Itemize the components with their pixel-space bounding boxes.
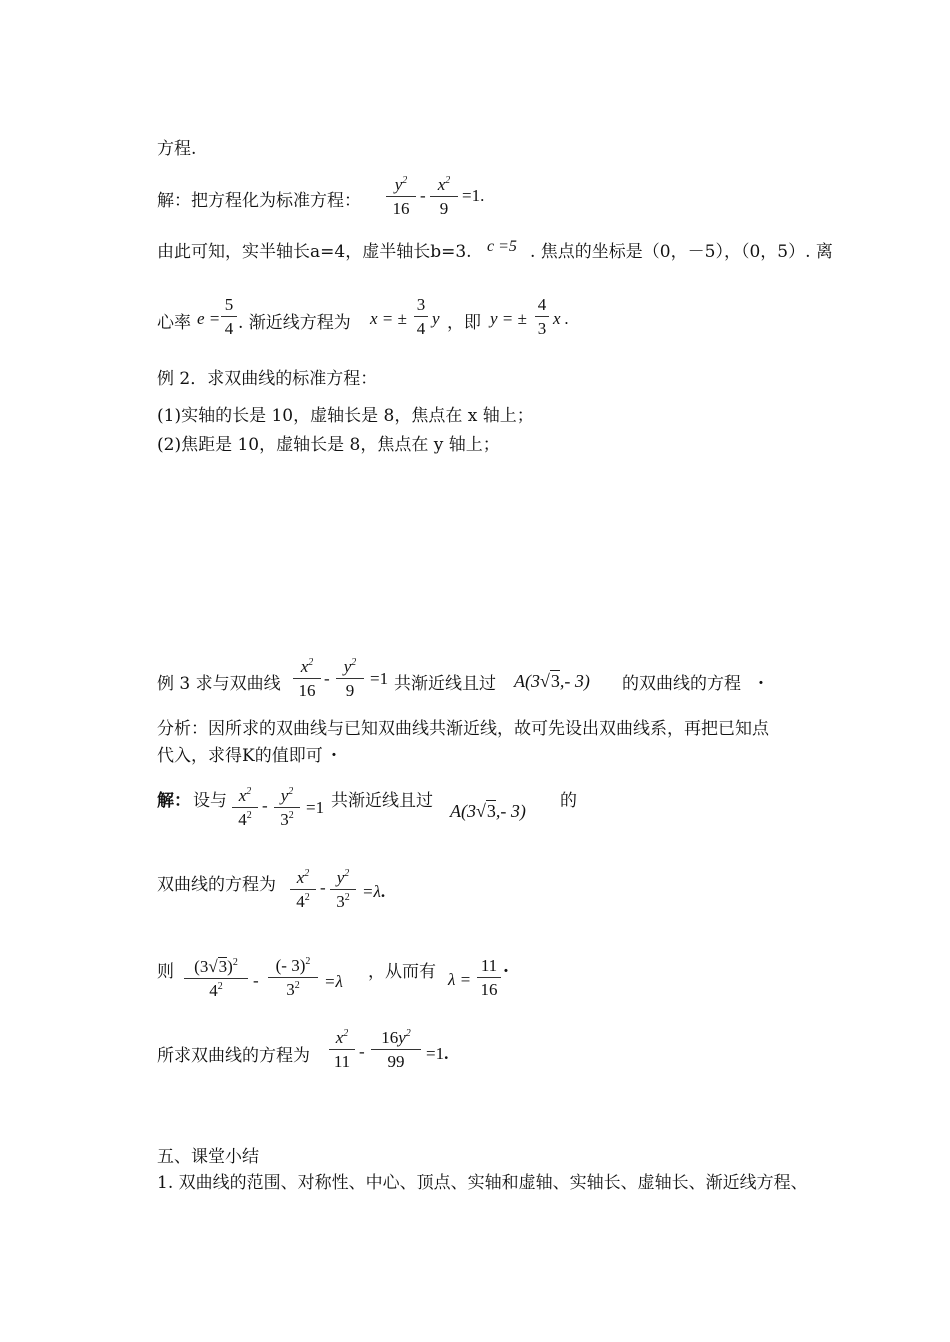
analysis-line-1: 分析：因所求的双曲线与已知双曲线共渐近线，故可先设出双曲线系，再把已知点: [157, 719, 769, 739]
example-3-mid: 共渐近线且过: [394, 674, 496, 694]
then-mid: ，从而有: [368, 962, 436, 982]
example-2-title: 例 2．求双曲线的标准方程：: [157, 369, 378, 389]
example-2-q2: (2)焦距是 10，虚轴长是 8，焦点在 y 轴上；: [157, 435, 500, 455]
asymptote-label: . 渐近线方程为: [238, 313, 351, 333]
point-a: A(3√3,- 3): [514, 671, 590, 691]
solution-3-text: 设与: [193, 791, 227, 811]
summary-line-1: 1. 双曲线的范围、对称性、中心、顶点、实轴和虚轴、实轴长、虚轴长、渐近线方程、: [157, 1173, 808, 1193]
text-line: 方程.: [157, 139, 197, 159]
c-value: c =5: [487, 238, 517, 255]
summary-title: 五、课堂小结: [157, 1147, 259, 1167]
analysis-line-2: 代入，求得Κ的值即可: [157, 746, 323, 766]
example-2-q1: (1)实轴的长是 10，虚轴长是 8，焦点在 x 轴上；: [157, 406, 534, 426]
foci-text: . 焦点的坐标是（0，－5），（0，5）. 离: [530, 242, 833, 262]
solution-3-line2: 双曲线的方程为: [157, 875, 276, 895]
point-a: A(3√3,- 3): [450, 801, 526, 821]
solution-3-de: 的: [560, 791, 577, 811]
period-dot: .: [758, 669, 764, 689]
semi-axes-text: 由此可知，实半轴长a=4，虚半轴长b=3.: [157, 242, 472, 262]
period-dot: .: [331, 741, 337, 761]
asymptote-sep: ，即: [447, 313, 481, 333]
solution-3-label: 解：: [157, 791, 191, 811]
example-3-prefix: 例 3 求与双曲线: [157, 674, 281, 694]
solution-3-mid: 共渐近线且过: [331, 791, 433, 811]
ecc-prefix: 心率: [157, 313, 191, 333]
solution-prefix: 解：把方程化为标准方程：: [157, 191, 361, 211]
example-3-suffix: 的双曲线的方程: [622, 674, 741, 694]
final-prefix: 所求双曲线的方程为: [157, 1046, 310, 1066]
then-label: 则: [157, 962, 174, 982]
